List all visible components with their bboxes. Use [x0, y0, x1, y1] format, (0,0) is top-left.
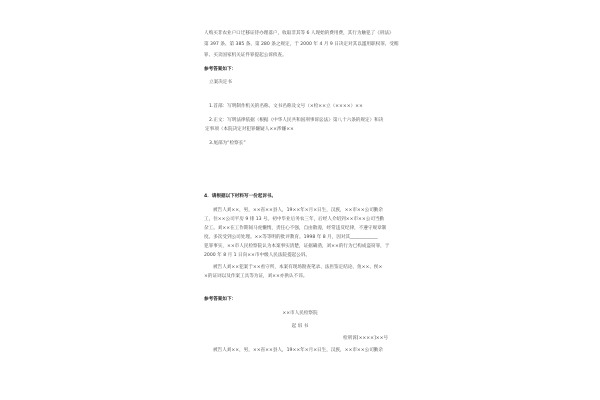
case-line: 杂工。刘××在工作期间马虎懒惰，责任心不强，自由散漫，经常违反纪律，不遵守规章制: [204, 226, 387, 231]
point-item: 2.正文：写明法律依据（根据《中华人民共和国刑事诉讼法》第八十六条的规定）和决: [209, 118, 384, 123]
doc-title: 起 诉 书: [291, 324, 309, 329]
court-name: ××市人民检察院: [282, 311, 318, 316]
defendant-line: 被告人刘××，男，××省××县人，19××年×月×日生，汉族，××市××公司勤杂: [213, 348, 383, 353]
case-line: 2000 年 8 月 1 日向××市中级人民法院提起公诉。: [204, 253, 311, 258]
point-item: 3.尾部为“检察长”: [209, 141, 246, 146]
point-item: 定事项（本院决定对犯罪嫌疑人××涉嫌××: [205, 127, 294, 132]
case-line: ×的证词以及作案工具等为证，刘××亦供认不讳。: [204, 274, 308, 279]
case-line: 犯罪事实，××市人民检察院认为本案事实清楚，证据确凿，刘××的行为已构成盗窃罪，于: [204, 244, 390, 249]
answer-heading: 参考答案如下：: [204, 67, 237, 72]
doc-number: 检刑诉[××××]××号: [343, 336, 389, 341]
case-line: 被告人刘××，男，××省××县人，19××年×月×日生，汉族，××市××公司勤杂: [213, 208, 383, 213]
case-line: 被告人刘××犯案于××看守所，本案有现场勘查笔录、法医鉴定结论、鱼××、侯×: [213, 265, 383, 270]
point-item: 1.首部：写明制作机关的名称、文书名称及文号（×检××立（××××）××: [209, 104, 363, 109]
case-line: 工，住××公司平房 9 排 13 号。初中毕业后务农三年，后经人介绍到××市××公司当勤: [204, 217, 385, 222]
answer-heading: 参考答案如下：: [204, 297, 237, 302]
question-heading: 4．请根据以下材料写一份起诉书。: [204, 194, 277, 199]
doc-title: 立案决定书: [209, 80, 232, 85]
intro-line: 人购买非农业户口迁移证待办理落户，收取非其等 6 人现始的费用费，其行为触犯了《刑法》: [204, 31, 394, 36]
intro-line: 第 397 条、第 385 条、第 280 条之规定，于 2000 年 4 月 9 日决定对其以滥用职权罪、受贿: [204, 42, 399, 47]
intro-line: 罪、买卖国家机关证件罪提起公诉侦查。: [204, 53, 287, 58]
case-line: 度。多次受到公司处理。××等等明的批评教育。1998 年 8 月，因对其____________: [204, 235, 378, 240]
